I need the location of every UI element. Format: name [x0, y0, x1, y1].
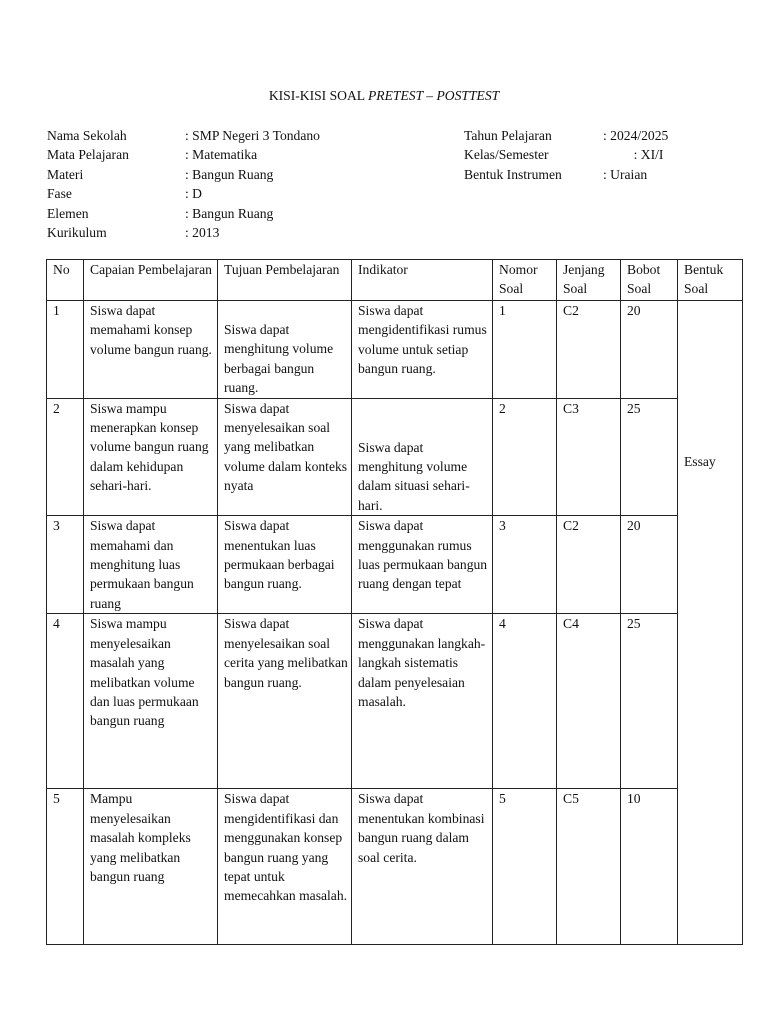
cell-no: 2: [47, 398, 84, 516]
info-row: [47, 165, 320, 184]
info-label: Kurikulum: [47, 224, 107, 240]
cell-capaian: Siswa mampu menyelesaikan masalah yang melibatkan volume dan luas permukaan bangun ruang: [84, 614, 218, 789]
table-row: [47, 516, 743, 614]
table-row: [47, 398, 743, 516]
cell-capaian: Mampu menyelesaikan masalah kompleks yang melibatkan bangun ruang: [84, 789, 218, 945]
info-row: [464, 145, 668, 164]
info-label: Tahun Pelajaran: [464, 128, 552, 143]
header-no: No: [47, 260, 84, 301]
cell-capaian: Siswa dapat memahami konsep volume bangun ruang.: [84, 301, 218, 399]
info-value: : Uraian: [603, 166, 648, 182]
header-tujuan: Tujuan Pembelajaran: [218, 260, 352, 301]
cell-tujuan: Siswa dapat menyelesaikan soal yang melibatkan volume dalam konteks nyata: [218, 398, 352, 516]
info-row: [47, 145, 320, 164]
cell-bobot-soal: 20: [621, 301, 678, 399]
title-italic-text: PRETEST – POSTTEST: [368, 88, 500, 103]
cell-no: 4: [47, 614, 84, 789]
cell-jenjang-soal: C2: [557, 301, 621, 399]
kisi-kisi-table: [46, 259, 743, 945]
cell-bobot-soal: 10: [621, 789, 678, 945]
school-info-left: [47, 126, 320, 242]
cell-jenjang-soal: C2: [557, 516, 621, 614]
cell-nomor-soal: 5: [493, 789, 557, 945]
school-info-right: [464, 126, 668, 184]
info-label: Kelas/Semester: [464, 147, 549, 163]
cell-tujuan: Siswa dapat menentukan luas permukaan berbagai bangun ruang.: [218, 516, 352, 614]
cell-no: 1: [47, 301, 84, 399]
info-label: Elemen: [47, 205, 89, 221]
cell-indikator: Siswa dapat menentukan kombinasi bangun ruang dalam soal cerita.: [352, 789, 493, 945]
bentuk-soal-value: Essay: [684, 453, 716, 469]
header-indikator: Indikator: [352, 260, 493, 301]
cell-no: 5: [47, 789, 84, 945]
cell-nomor-soal: 3: [493, 516, 557, 614]
cell-nomor-soal: 2: [493, 398, 557, 516]
info-value: : 2013: [185, 224, 220, 240]
cell-indikator: Siswa dapat mengidentifikasi rumus volume untuk setiap bangun ruang.: [352, 301, 493, 399]
info-row: [47, 126, 320, 145]
info-row: [47, 184, 320, 203]
info-label: Materi: [47, 166, 84, 182]
info-label: Mata Pelajaran: [47, 147, 129, 163]
document-title: [0, 88, 768, 104]
cell-tujuan: Siswa dapat menyelesaikan soal cerita yang melibatkan bangun ruang.: [218, 614, 352, 789]
info-label: Nama Sekolah: [47, 128, 127, 143]
table-header-row: [47, 260, 743, 301]
title-text: KISI-KISI SOAL: [268, 88, 368, 103]
header-bobot-soal: Bobot Soal: [621, 260, 678, 301]
cell-bobot-soal: 25: [621, 398, 678, 516]
table-row: [47, 301, 743, 399]
header-jenjang-soal: Jenjang Soal: [557, 260, 621, 301]
info-value: : 2024/2025: [603, 128, 669, 143]
info-label: Bentuk Instrumen: [464, 166, 562, 182]
cell-nomor-soal: 4: [493, 614, 557, 789]
cell-indikator: Siswa dapat menggunakan rumus luas permukaan bangun ruang dengan tepat: [352, 516, 493, 614]
info-row: [47, 223, 320, 242]
header-capaian: Capaian Pembelajaran: [84, 260, 218, 301]
info-label: Fase: [47, 186, 72, 202]
cell-indikator: Siswa dapat menggunakan langkah-langkah sistematis dalam penyelesaian masalah.: [352, 614, 493, 789]
table-row: [47, 614, 743, 789]
info-row: [464, 165, 668, 184]
cell-jenjang-soal: C4: [557, 614, 621, 789]
header-bentuk-soal: Bentuk Soal: [678, 260, 743, 301]
info-value: : XI/I: [603, 147, 664, 163]
header-nomor-soal: Nomor Soal: [493, 260, 557, 301]
cell-indikator: Siswa dapat menghitung volume dalam situasi sehari-hari.: [352, 398, 493, 516]
info-row: [464, 126, 668, 145]
cell-capaian: Siswa mampu menerapkan konsep volume bangun ruang dalam kehidupan sehari-hari.: [84, 398, 218, 516]
cell-jenjang-soal: C3: [557, 398, 621, 516]
table-row: [47, 789, 743, 945]
cell-tujuan: Siswa dapat mengidentifikasi dan menggunakan konsep bangun ruang yang tepat untuk memecahkan masalah.: [218, 789, 352, 945]
cell-nomor-soal: 1: [493, 301, 557, 399]
cell-bobot-soal: 25: [621, 614, 678, 789]
cell-jenjang-soal: C5: [557, 789, 621, 945]
info-value: : Matematika: [185, 147, 258, 163]
info-row: [47, 204, 320, 223]
info-value: : Bangun Ruang: [185, 166, 274, 182]
info-value: : Bangun Ruang: [185, 205, 274, 221]
cell-bobot-soal: 20: [621, 516, 678, 614]
cell-no: 3: [47, 516, 84, 614]
info-value: : D: [185, 186, 202, 202]
info-value: : SMP Negeri 3 Tondano: [185, 128, 320, 143]
cell-bentuk-soal: [678, 301, 743, 945]
cell-capaian: Siswa dapat memahami dan menghitung luas permukaan bangun ruang: [84, 516, 218, 614]
cell-tujuan: Siswa dapat menghitung volume berbagai bangun ruang.: [218, 301, 352, 399]
